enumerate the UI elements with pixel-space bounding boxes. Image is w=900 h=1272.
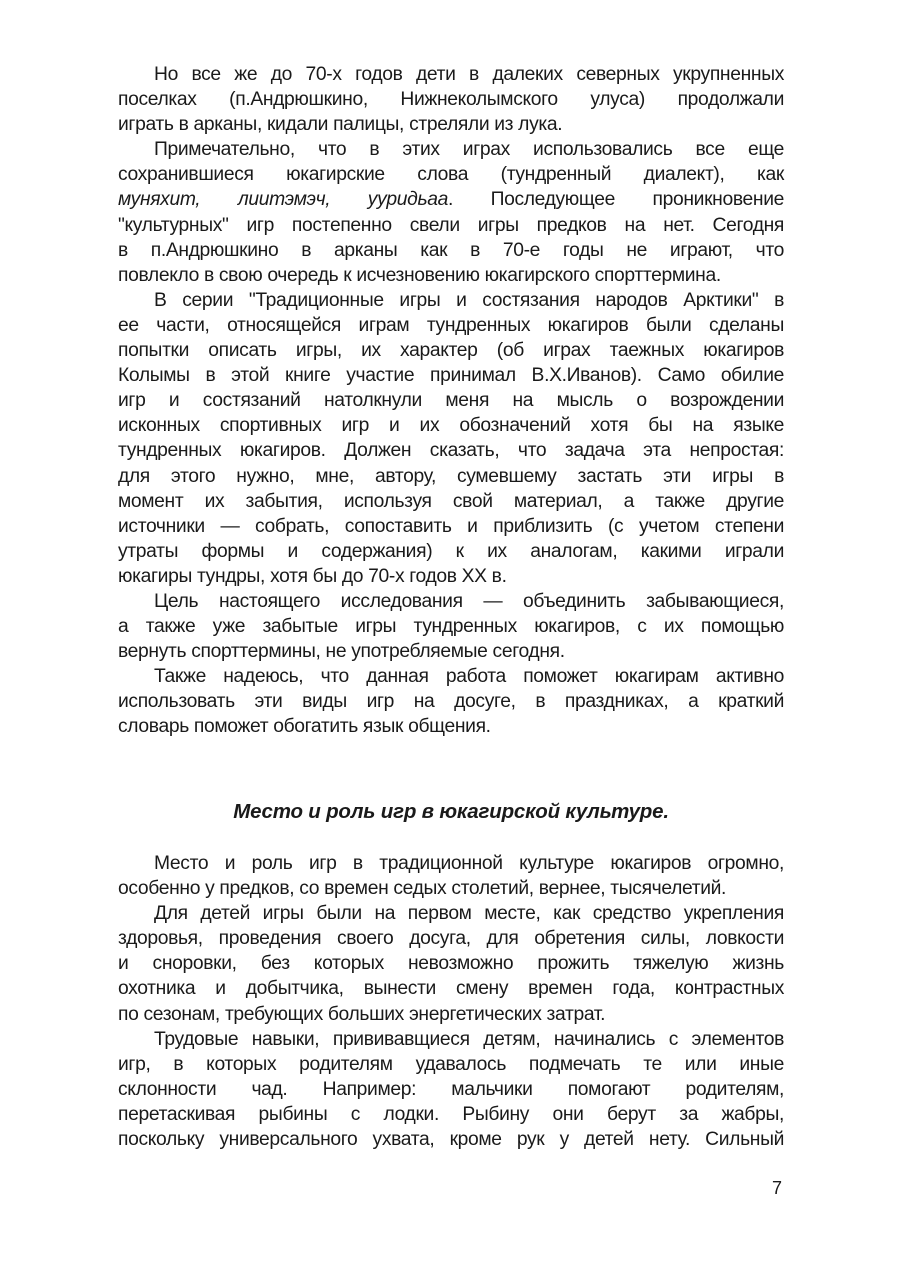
text-line: вернуть спорттермины, не употребляемые сегодня. xyxy=(118,641,565,663)
text-line: Колымы в этой книге участие принимал В.Х.Иванов). Само обилие xyxy=(118,365,784,387)
page-number: 7 xyxy=(772,1178,783,1198)
text-line: момент их забытия, используя свой материал, а также другие xyxy=(118,490,784,512)
text-line: для этого нужно, мне, автору, сумевшему застать эти игры в xyxy=(118,465,784,487)
text-line: юкагиры тундры, хотя бы до 70-х годов XX в. xyxy=(118,565,507,587)
paragraph xyxy=(118,62,784,137)
text-line: "культурных" игр постепенно свели игры предков на нет. Сегодня xyxy=(118,214,784,236)
text-line: сохранившиеся юкагирские слова (тундренный диалект), как xyxy=(118,164,784,186)
text-line: утраты формы и содержания) к их аналогам, какими играли xyxy=(118,540,784,562)
text-line: играть в арканы, кидали палицы, стреляли из лука. xyxy=(118,114,563,136)
text-line: игр, в которых родителям удавалось подмечать те или иные xyxy=(118,1053,784,1075)
section-heading: Место и роль игр в юкагирской культуре. xyxy=(233,800,669,823)
text-line: повлекло в свою очередь к исчезновению юкагирского спорттермина. xyxy=(118,264,721,286)
section-2 xyxy=(118,851,784,1152)
text-line: перетаскивая рыбины с лодки. Рыбину они берут за жабры, xyxy=(118,1103,784,1125)
text-line: Примечательно, что в этих играх использовались все еще xyxy=(154,139,784,161)
text-line: здоровья, проведения своего досуга, для обретения силы, ловкости xyxy=(118,928,784,950)
paragraph xyxy=(118,137,784,288)
paragraph xyxy=(118,589,784,664)
text-line: источники — собрать, сопоставить и приблизить (с учетом степени xyxy=(118,515,784,537)
paragraph xyxy=(118,851,784,901)
text-line: Цель настоящего исследования — объединить забывающиеся, xyxy=(154,590,784,612)
text-line-with-italic-terms xyxy=(118,187,784,212)
text-line: охотника и добытчика, вынести смену времен года, контрастных xyxy=(118,978,784,1000)
text-line: Также надеюсь, что данная работа поможет юкагирам активно xyxy=(154,666,784,688)
text-line: склонности чад. Например: мальчики помогают родителям, xyxy=(118,1078,784,1100)
text-line: словарь поможет обогатить язык общения. xyxy=(118,716,491,738)
text-line: по сезонам, требующих больших энергетических затрат. xyxy=(118,1003,606,1025)
text-line: особенно у предков, со времен седых столетий, вернее, тысячелетий. xyxy=(118,878,727,900)
text-line: В серии "Традиционные игры и состязания народов Арктики" в xyxy=(154,289,784,311)
text-line: Но все же до 70-х годов дети в далеких северных укрупненных xyxy=(154,64,784,85)
text-span: . Последующее проникновение xyxy=(447,189,784,211)
paragraph xyxy=(118,664,784,739)
text-line: Трудовые навыки, прививавщиеся детям, начинались с элементов xyxy=(154,1028,784,1050)
yukagir-terms: муняхит, лиитэмэч, ууридьаа xyxy=(118,189,448,211)
paragraph xyxy=(118,1027,784,1152)
text-line: поскольку универсального ухвата, кроме рук у детей нету. Сильный xyxy=(118,1129,784,1151)
section-1 xyxy=(118,62,784,740)
text-line: а также уже забытые игры тундренных юкагиров, с их помощью xyxy=(118,616,784,638)
text-line: поселках (п.Андрюшкино, Нижнеколымского улуса) продолжали xyxy=(118,89,784,111)
text-line: ее части, относящейся играм тундренных юкагиров были сделаны xyxy=(118,314,784,336)
text-line: Место и роль игр в традиционной культуре юкагиров огромно, xyxy=(154,853,784,874)
text-line: попытки описать игры, их характер (об играх таежных юкагиров xyxy=(118,340,784,362)
paragraph xyxy=(118,288,784,589)
text-line: тундренных юкагиров. Должен сказать, что задача эта непростая: xyxy=(118,440,784,462)
text-line: и сноровки, без которых невозможно прожить тяжелую жизнь xyxy=(118,953,784,975)
text-line: Для детей игры были на первом месте, как средство укрепления xyxy=(154,903,784,925)
text-line: исконных спортивных игр и их обозначений хотя бы на языке xyxy=(118,415,784,437)
paragraph xyxy=(118,901,784,1026)
text-line: игр и состязаний натолкнули меня на мысль о возрождении xyxy=(118,390,784,412)
text-line: использовать эти виды игр на досуге, в праздниках, а краткий xyxy=(118,691,784,713)
text-line: в п.Андрюшкино в арканы как в 70-е годы не играют, что xyxy=(118,239,784,261)
